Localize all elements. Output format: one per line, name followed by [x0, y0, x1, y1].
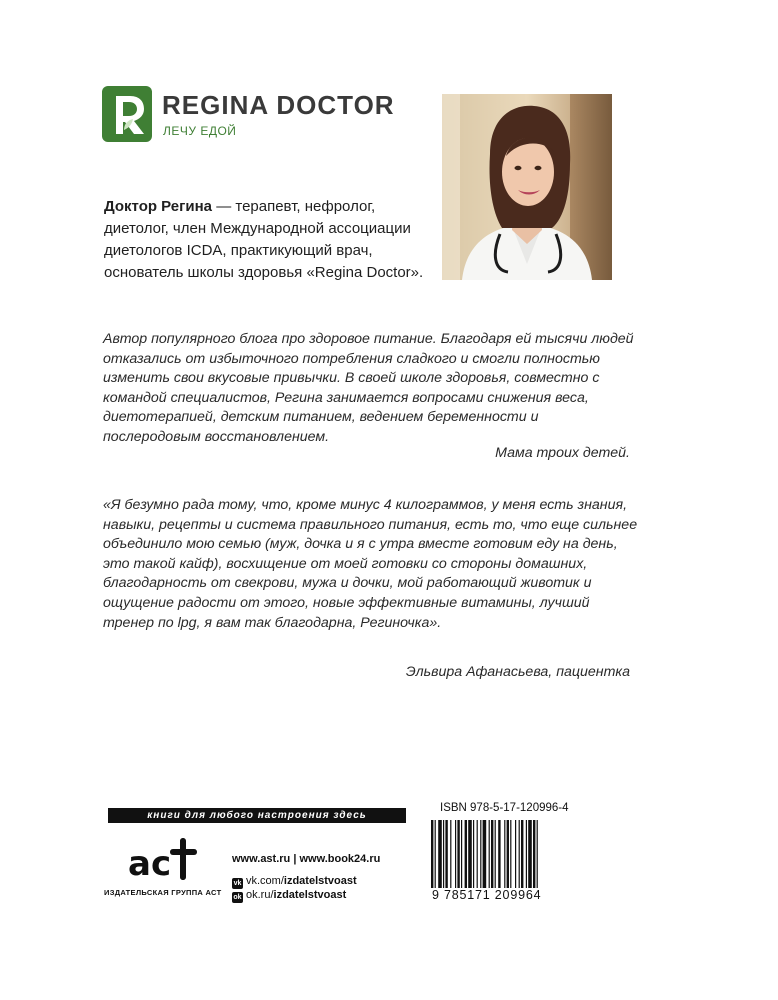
isbn-label: ISBN 978-5-17-120996-4 — [440, 802, 569, 814]
publisher-slogan: книги для любого настроения здесь — [108, 808, 406, 823]
author-name: Доктор Регина — [104, 198, 213, 215]
ok-handle: izdatelstvoast — [273, 889, 347, 901]
testimonial-quote: «Я безумно рада тому, что, кроме минус 4 килограммов, у меня есть знания, навыки, рецепты и система правильного питания, есть то, что еще сильнее объединило мою семью (муж, дочка и я с утра вместе готовим еду на день, это такой кайф), восхищение от моей готовки со стороны домашних, благодарность от свекрови, мужа и дочки, мой работающий животик и ощущение радости от этого, новые эффективные витамины, лучший тренер по lpg, я вам так благодарна, Региночка». — [103, 497, 638, 631]
mother-line: Мама троих детей. — [495, 445, 630, 461]
publisher-caption: ИЗДАТЕЛЬСКАЯ ГРУППА АСТ — [104, 888, 222, 897]
author-photo — [442, 94, 612, 280]
author-description: Автор популярного блога про здоровое питание. Благодаря ей тысячи людей отказались от избыточного потребления сладкого и смогли полностью изменить свои вкусовые привычки. В своей школе здоровья, совместно с командой специалистов, Регина занимается вопросами снижения веса, диетотерапией, детским питанием, ведением беременности и послеродовым восстановлением. — [103, 331, 634, 445]
barcode-digits: 9 785171 209964 — [432, 888, 542, 902]
brand-title: REGINA DOCTOR — [162, 90, 395, 120]
vk-link[interactable] — [232, 875, 357, 889]
author-bio — [104, 196, 424, 284]
author-bio-text: — терапевт, нефролог, диетолог, член Международной ассоциации диетологов ICDA, практикующий врач, основатель школы здоровья «Regina Doctor». — [104, 198, 424, 281]
publisher-websites: www.ast.ru | www.book24.ru — [232, 853, 381, 865]
brand-tagline: ЛЕЧУ ЕДОЙ — [163, 124, 237, 138]
ok-prefix: ok.ru/ — [246, 889, 274, 901]
testimonial-author: Эльвира Афанасьева, пациентка — [405, 664, 630, 680]
vk-prefix: vk.com/ — [246, 875, 284, 887]
vk-icon: vk — [233, 880, 242, 887]
ok-link[interactable] — [232, 889, 346, 903]
ast-logo-text: ac — [128, 844, 172, 883]
regina-doctor-logo-icon — [102, 86, 152, 142]
vk-handle: izdatelstvoast — [283, 875, 357, 887]
ok-icon: ok — [233, 894, 242, 901]
ast-logo-icon — [126, 833, 206, 883]
